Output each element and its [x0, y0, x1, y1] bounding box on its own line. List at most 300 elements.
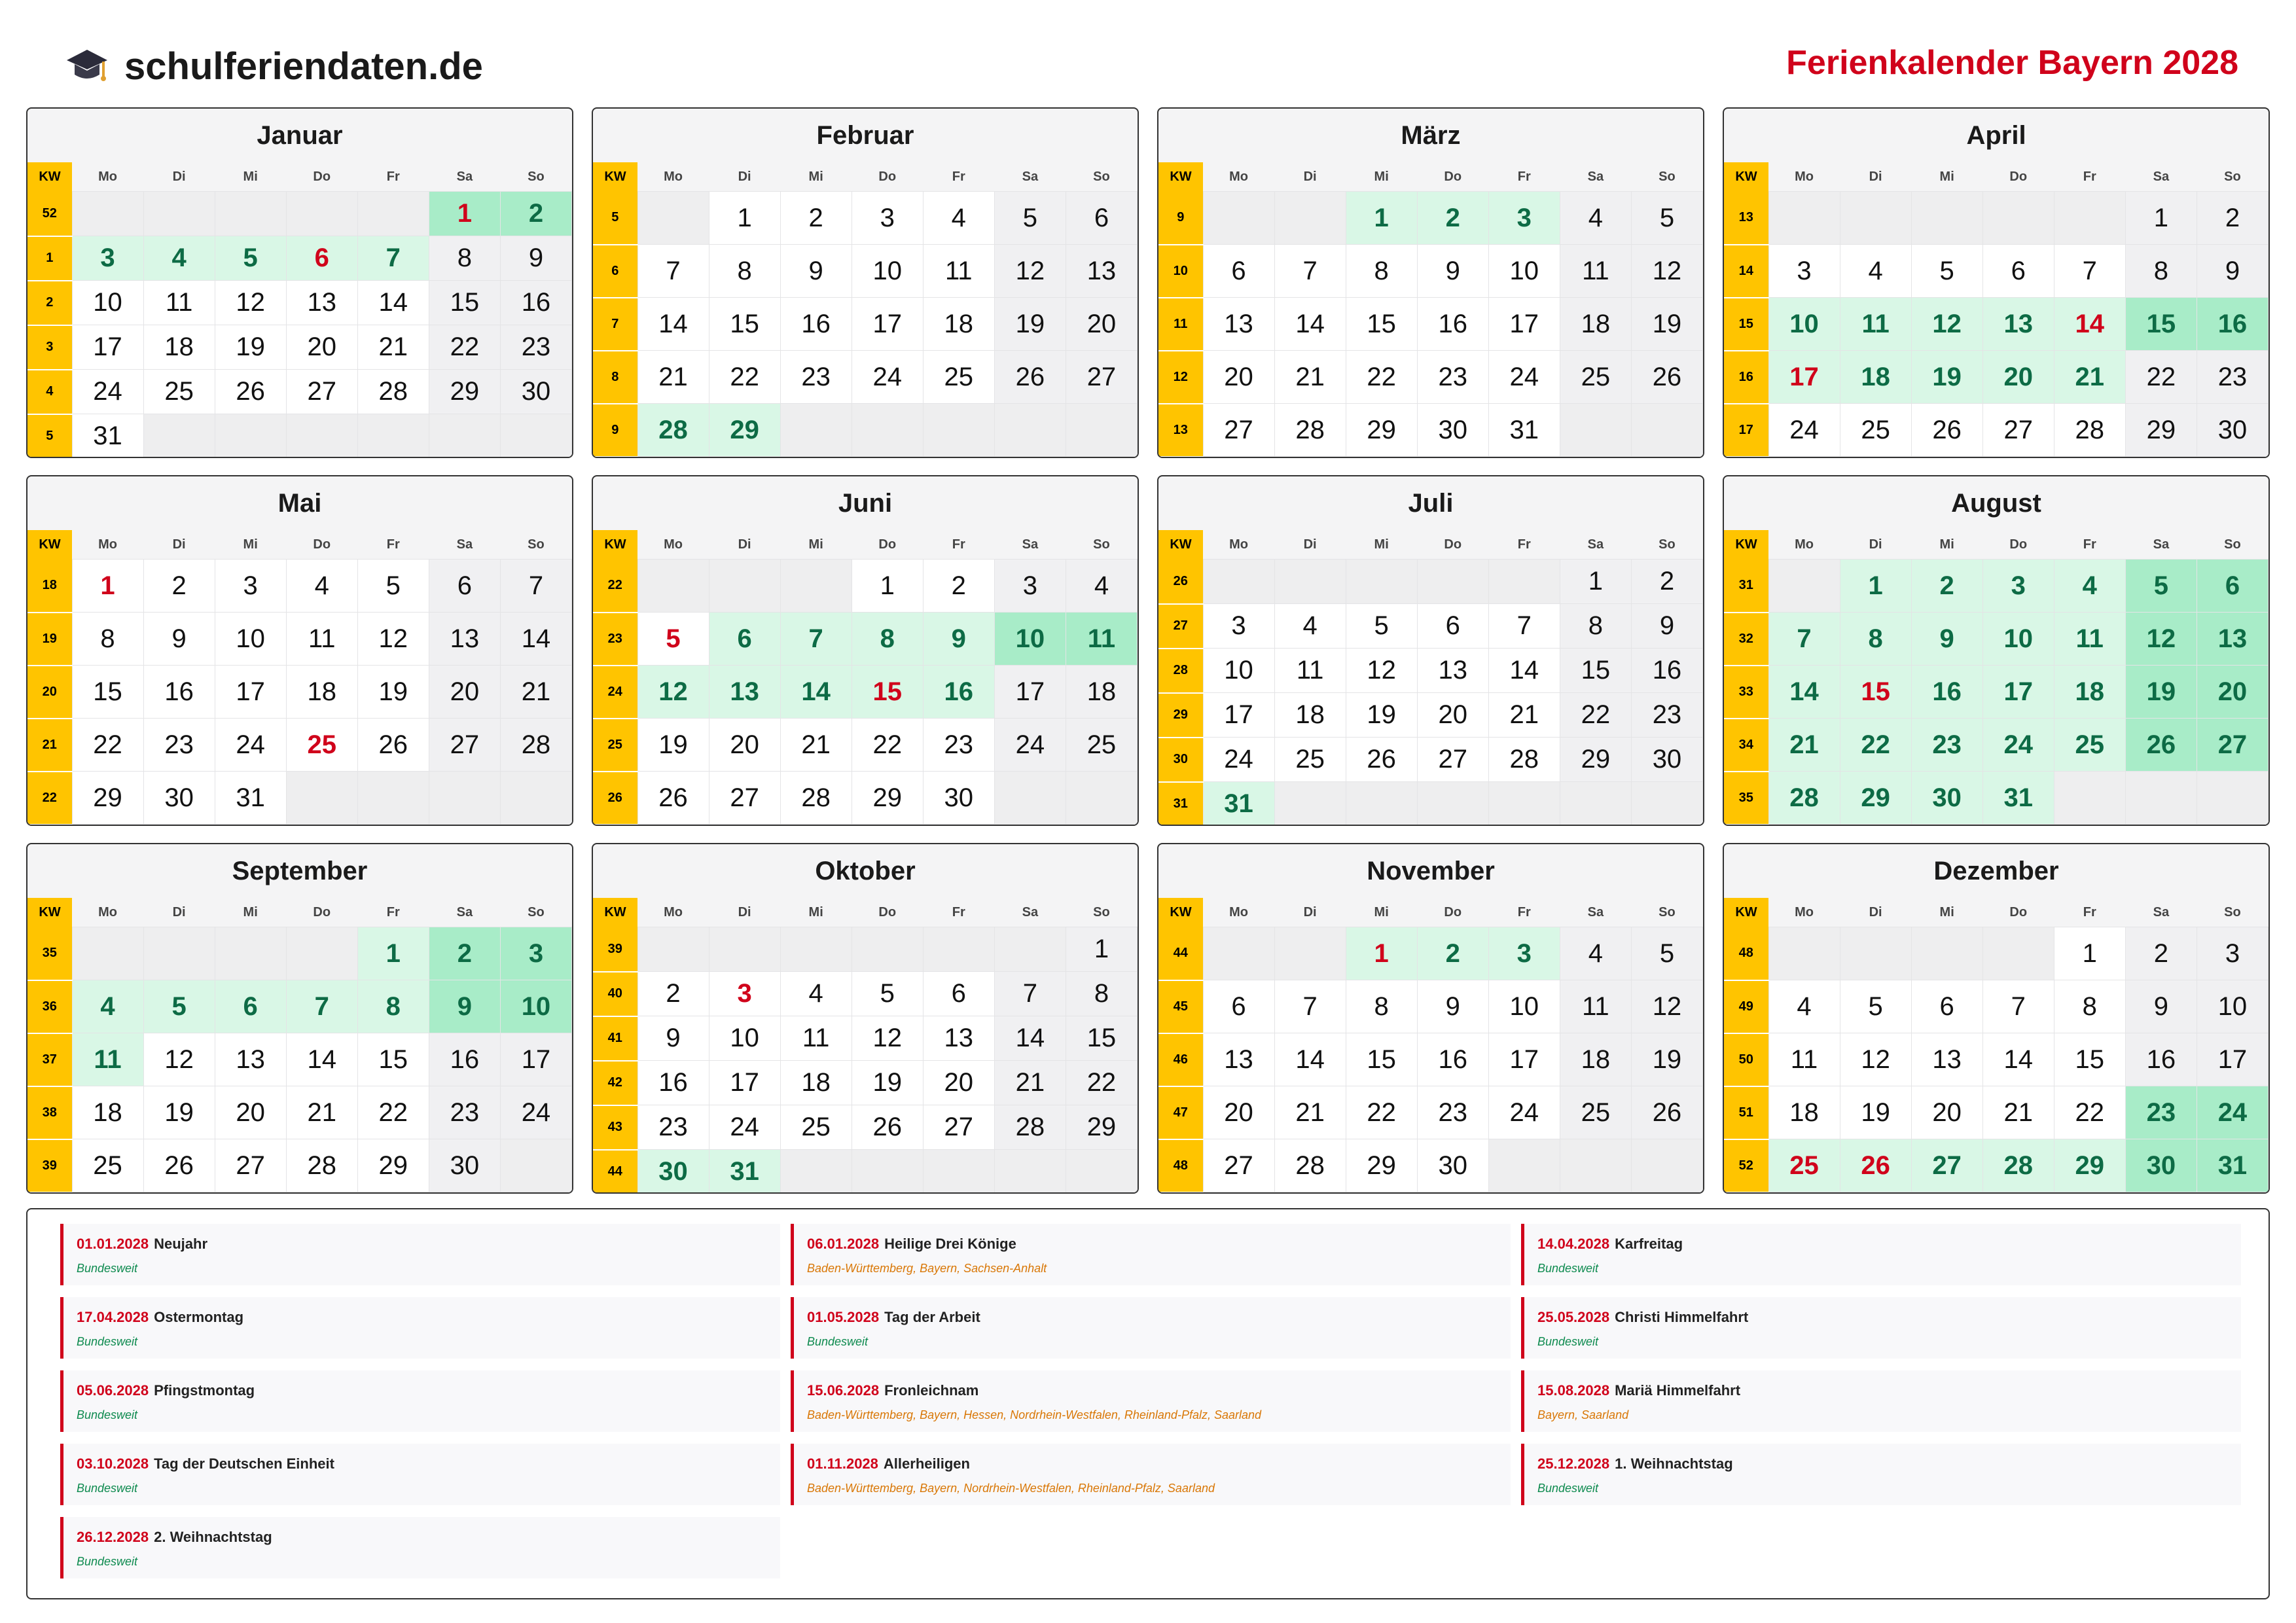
kw-header: KW [593, 530, 637, 560]
day-cell: 21 [780, 719, 852, 772]
holiday-legend-item [60, 1224, 780, 1285]
empty-day-cell [923, 404, 994, 457]
empty-day-cell [429, 772, 500, 825]
week-number: 28 [1158, 649, 1203, 693]
day-cell: 6 [1417, 604, 1488, 649]
weekday-header: Fr [357, 898, 429, 927]
empty-day-cell [637, 192, 709, 245]
day-cell: 19 [215, 325, 286, 370]
public-holiday-day-cell: 1 [72, 560, 143, 613]
week-number: 48 [1724, 927, 1768, 980]
holiday-legend-item [60, 1370, 780, 1432]
day-cell: 8 [1560, 604, 1631, 649]
day-cell: 16 [500, 281, 571, 325]
day-cell: 17 [709, 1061, 780, 1105]
school-holiday-day-cell: 23 [2125, 1086, 2197, 1139]
day-cell: 14 [1274, 298, 1346, 351]
day-cell: 26 [143, 1139, 215, 1192]
day-cell: 22 [429, 325, 500, 370]
holiday-legend-item [60, 1297, 780, 1359]
day-cell: 7 [1488, 604, 1560, 649]
kw-header: KW [27, 898, 72, 927]
weekday-header: Do [852, 162, 923, 192]
holiday-date: 03.10.2028 [77, 1455, 149, 1472]
day-cell: 8 [72, 613, 143, 666]
day-cell: 10 [709, 1016, 780, 1061]
day-cell: 21 [500, 666, 571, 719]
kw-header: KW [1158, 530, 1203, 560]
month-grid [27, 162, 572, 458]
day-cell: 12 [852, 1016, 923, 1061]
weekday-header: Mi [1346, 530, 1417, 560]
holiday-legend-item [1521, 1444, 2241, 1505]
day-cell: 30 [1417, 1139, 1488, 1192]
day-cell: 3 [215, 560, 286, 613]
day-cell: 26 [1346, 738, 1417, 782]
empty-day-cell [780, 1150, 852, 1194]
public-holiday-day-cell: 26 [1840, 1139, 1911, 1192]
weekday-header: Sa [1560, 898, 1631, 927]
empty-day-cell [215, 927, 286, 980]
holiday-date: 01.11.2028 [807, 1455, 878, 1472]
holiday-heading [1537, 1382, 2241, 1399]
week-number: 34 [1724, 719, 1768, 772]
empty-day-cell [1560, 404, 1631, 457]
month-title: April [1966, 121, 2026, 150]
holiday-scope: Baden-Württemberg, Bayern, Sachsen-Anhalt [807, 1262, 1047, 1275]
day-cell: 22 [2125, 351, 2197, 404]
weekday-header: Mo [637, 530, 709, 560]
day-cell: 11 [1274, 649, 1346, 693]
school-holiday-day-cell: 13 [709, 666, 780, 719]
empty-day-cell [709, 560, 780, 613]
weekday-header: So [500, 530, 571, 560]
school-holiday-day-cell: 26 [2125, 719, 2197, 772]
empty-day-cell [143, 414, 215, 459]
public-holiday-day-cell: 14 [2054, 298, 2125, 351]
weekday-header: Fr [357, 162, 429, 192]
week-number: 19 [27, 613, 72, 666]
day-cell: 20 [923, 1061, 994, 1105]
day-cell: 31 [215, 772, 286, 825]
week-number: 25 [593, 719, 637, 772]
weekday-header: Mo [1768, 162, 1840, 192]
day-cell: 1 [1066, 927, 1137, 972]
school-holiday-day-cell: 2 [1911, 560, 1982, 613]
page-title: Ferienkalender Bayern 2028 [1786, 44, 2238, 82]
week-number: 42 [593, 1061, 637, 1105]
school-holiday-day-cell: 20 [2197, 666, 2268, 719]
day-cell: 15 [2054, 1033, 2125, 1086]
weekday-header: Mo [1203, 162, 1274, 192]
day-cell: 29 [2125, 404, 2197, 457]
school-holiday-day-cell: 25 [2054, 719, 2125, 772]
day-cell: 29 [1346, 404, 1417, 457]
month-title: Juni [838, 489, 893, 518]
week-number: 11 [1158, 298, 1203, 351]
weekday-header: Mo [72, 162, 143, 192]
holiday-legend-item [791, 1224, 1511, 1285]
day-cell: 20 [1203, 351, 1274, 404]
weekday-header: So [2197, 898, 2268, 927]
day-cell: 25 [1274, 738, 1346, 782]
day-cell: 24 [500, 1086, 571, 1139]
day-cell: 25 [1066, 719, 1137, 772]
day-cell: 15 [357, 1033, 429, 1086]
week-number: 31 [1724, 560, 1768, 613]
day-cell: 29 [72, 772, 143, 825]
weekday-header: Di [709, 898, 780, 927]
day-cell: 27 [923, 1105, 994, 1150]
weekday-header: Do [1417, 530, 1488, 560]
page-header [65, 39, 2238, 92]
school-holiday-day-cell: 16 [923, 666, 994, 719]
day-cell: 30 [500, 370, 571, 414]
weekday-header: Fr [357, 530, 429, 560]
day-cell: 19 [1346, 693, 1417, 738]
site-logo[interactable] [65, 45, 483, 88]
day-cell: 26 [852, 1105, 923, 1150]
holiday-name: Fronleichnam [884, 1382, 979, 1399]
day-cell: 16 [143, 666, 215, 719]
day-cell: 25 [1560, 1086, 1631, 1139]
empty-day-cell [780, 404, 852, 457]
day-cell: 14 [357, 281, 429, 325]
day-cell: 11 [923, 245, 994, 298]
holiday-name: Tag der Deutschen Einheit [154, 1455, 334, 1472]
empty-day-cell [1560, 1139, 1631, 1192]
day-cell: 23 [780, 351, 852, 404]
month-grid [27, 530, 572, 825]
week-number: 21 [27, 719, 72, 772]
school-holiday-day-cell: 30 [1911, 772, 1982, 825]
school-holiday-day-cell: 18 [2054, 666, 2125, 719]
month-februar [592, 107, 1139, 458]
holiday-scope: Baden-Württemberg, Bayern, Hessen, Nordrhein-Westfalen, Rheinland-Pfalz, Saarland [807, 1408, 1262, 1421]
holiday-heading [77, 1382, 780, 1399]
day-cell: 2 [2197, 192, 2268, 245]
school-holiday-day-cell: 19 [1911, 351, 1982, 404]
week-number: 52 [1724, 1139, 1768, 1192]
week-number: 52 [27, 192, 72, 236]
day-cell: 22 [1066, 1061, 1137, 1105]
day-cell: 26 [994, 351, 1066, 404]
public-holiday-day-cell: 25 [286, 719, 357, 772]
day-cell: 7 [1982, 980, 2054, 1033]
day-cell: 16 [780, 298, 852, 351]
empty-day-cell [1631, 1139, 1702, 1192]
empty-day-cell [923, 927, 994, 972]
holiday-date: 25.05.2028 [1537, 1309, 1610, 1325]
holiday-name: Ostermontag [154, 1309, 244, 1325]
school-holiday-day-cell: 7 [780, 613, 852, 666]
day-cell: 4 [1768, 980, 1840, 1033]
public-holiday-day-cell: 15 [852, 666, 923, 719]
weekday-header: Mo [1203, 530, 1274, 560]
day-cell: 9 [1631, 604, 1702, 649]
weekday-header: Fr [2054, 898, 2125, 927]
day-cell: 24 [994, 719, 1066, 772]
holiday-date: 01.01.2028 [77, 1236, 149, 1252]
day-cell: 10 [1488, 245, 1560, 298]
day-cell: 9 [2125, 980, 2197, 1033]
weekday-header: Di [143, 162, 215, 192]
day-cell: 28 [1274, 404, 1346, 457]
day-cell: 2 [143, 560, 215, 613]
empty-day-cell [709, 927, 780, 972]
day-cell: 2 [923, 560, 994, 613]
school-holiday-day-cell: 14 [1768, 666, 1840, 719]
school-holiday-day-cell: 5 [2125, 560, 2197, 613]
day-cell: 13 [923, 1016, 994, 1061]
day-cell: 2 [780, 192, 852, 245]
weekday-header: Di [1840, 898, 1911, 927]
school-holiday-day-cell: 5 [215, 236, 286, 281]
month-title: Dezember [1933, 857, 2059, 885]
empty-day-cell [1417, 560, 1488, 604]
day-cell: 23 [1417, 1086, 1488, 1139]
empty-day-cell [1203, 927, 1274, 980]
empty-day-cell [1203, 560, 1274, 604]
holiday-date: 15.06.2028 [807, 1382, 880, 1399]
week-number: 26 [593, 772, 637, 825]
day-cell: 15 [709, 298, 780, 351]
empty-day-cell [1768, 927, 1840, 980]
day-cell: 4 [1840, 245, 1911, 298]
school-holiday-day-cell: 1 [1840, 560, 1911, 613]
school-holiday-day-cell: 31 [1203, 782, 1274, 827]
weekday-header: Sa [2125, 162, 2197, 192]
day-cell: 10 [72, 281, 143, 325]
school-holiday-day-cell: 4 [143, 236, 215, 281]
day-cell: 25 [143, 370, 215, 414]
day-cell: 13 [1203, 298, 1274, 351]
weekday-header: Di [143, 898, 215, 927]
day-cell: 9 [1417, 245, 1488, 298]
day-cell: 6 [1911, 980, 1982, 1033]
day-cell: 19 [357, 666, 429, 719]
empty-day-cell [286, 772, 357, 825]
holiday-legend-item [1521, 1370, 2241, 1432]
week-number: 39 [27, 1139, 72, 1192]
day-cell: 10 [2197, 980, 2268, 1033]
day-cell: 5 [1631, 192, 1702, 245]
day-cell: 22 [357, 1086, 429, 1139]
weekday-header: Mi [1911, 898, 1982, 927]
empty-day-cell [2054, 772, 2125, 825]
day-cell: 23 [143, 719, 215, 772]
week-number: 43 [593, 1105, 637, 1150]
month-juni [592, 475, 1139, 826]
weekday-header: Do [286, 898, 357, 927]
weekday-header: Fr [1488, 530, 1560, 560]
day-cell: 21 [1274, 1086, 1346, 1139]
empty-day-cell [1066, 772, 1137, 825]
empty-day-cell [923, 1150, 994, 1194]
empty-day-cell [994, 404, 1066, 457]
empty-day-cell [1631, 404, 1702, 457]
day-cell: 17 [1488, 1033, 1560, 1086]
day-cell: 15 [1066, 1016, 1137, 1061]
day-cell: 23 [637, 1105, 709, 1150]
day-cell: 25 [923, 351, 994, 404]
week-number: 5 [27, 414, 72, 459]
empty-day-cell [1488, 560, 1560, 604]
day-cell: 21 [1488, 693, 1560, 738]
kw-header: KW [1724, 530, 1768, 560]
empty-day-cell [500, 414, 571, 459]
day-cell: 25 [1840, 404, 1911, 457]
day-cell: 22 [72, 719, 143, 772]
day-cell: 11 [780, 1016, 852, 1061]
empty-day-cell [143, 192, 215, 236]
kw-header: KW [1158, 898, 1203, 927]
empty-day-cell [1346, 560, 1417, 604]
day-cell: 14 [1982, 1033, 2054, 1086]
day-cell: 1 [2125, 192, 2197, 245]
day-cell: 23 [429, 1086, 500, 1139]
empty-day-cell [1982, 192, 2054, 245]
day-cell: 12 [1840, 1033, 1911, 1086]
empty-day-cell [286, 414, 357, 459]
empty-day-cell [637, 927, 709, 972]
week-number: 26 [1158, 560, 1203, 604]
empty-day-cell [1911, 192, 1982, 245]
week-number: 9 [593, 404, 637, 457]
month-grid [1724, 162, 2269, 457]
day-cell: 17 [215, 666, 286, 719]
weekday-header: Do [286, 162, 357, 192]
day-cell: 18 [1066, 666, 1137, 719]
day-cell: 24 [1768, 404, 1840, 457]
day-cell: 16 [1631, 649, 1702, 693]
day-cell: 20 [286, 325, 357, 370]
weekday-header: So [500, 162, 571, 192]
week-number: 12 [1158, 351, 1203, 404]
school-holiday-day-cell: 2 [1417, 192, 1488, 245]
day-cell: 17 [500, 1033, 571, 1086]
weekday-header: So [1631, 162, 1702, 192]
kw-header: KW [593, 162, 637, 192]
kw-header: KW [1724, 898, 1768, 927]
day-cell: 22 [1346, 1086, 1417, 1139]
day-cell: 6 [1203, 980, 1274, 1033]
school-holiday-day-cell: 3 [1488, 927, 1560, 980]
day-cell: 22 [2054, 1086, 2125, 1139]
week-number: 48 [1158, 1139, 1203, 1192]
holiday-name: Mariä Himmelfahrt [1615, 1382, 1741, 1399]
week-number: 32 [1724, 613, 1768, 666]
day-cell: 13 [1066, 245, 1137, 298]
day-cell: 22 [709, 351, 780, 404]
week-number: 27 [1158, 604, 1203, 649]
day-cell: 7 [1274, 245, 1346, 298]
school-holiday-day-cell: 8 [357, 980, 429, 1033]
day-cell: 17 [1488, 298, 1560, 351]
week-number: 45 [1158, 980, 1203, 1033]
kw-header: KW [27, 162, 72, 192]
holiday-name: Tag der Arbeit [884, 1309, 980, 1325]
day-cell: 13 [429, 613, 500, 666]
day-cell: 8 [429, 236, 500, 281]
school-holiday-day-cell: 2 [1417, 927, 1488, 980]
day-cell: 12 [357, 613, 429, 666]
day-cell: 30 [429, 1139, 500, 1192]
day-cell: 14 [1274, 1033, 1346, 1086]
holiday-date: 01.05.2028 [807, 1309, 880, 1325]
day-cell: 1 [709, 192, 780, 245]
day-cell: 13 [1417, 649, 1488, 693]
empty-day-cell [852, 1150, 923, 1194]
day-cell: 5 [1346, 604, 1417, 649]
site-name: schulferiendaten.de [124, 45, 483, 88]
day-cell: 22 [1346, 351, 1417, 404]
weekday-header: Fr [1488, 898, 1560, 927]
day-cell: 21 [286, 1086, 357, 1139]
school-holiday-day-cell: 29 [1840, 772, 1911, 825]
public-holiday-day-cell: 25 [1768, 1139, 1840, 1192]
day-cell: 16 [637, 1061, 709, 1105]
day-cell: 30 [2197, 404, 2268, 457]
weekday-header: So [1066, 162, 1137, 192]
empty-day-cell [1274, 927, 1346, 980]
month-januar [26, 107, 573, 458]
holiday-scope: Bundesweit [77, 1335, 138, 1348]
weekday-header: Mo [72, 530, 143, 560]
weekday-header: Sa [429, 898, 500, 927]
empty-day-cell [2125, 772, 2197, 825]
month-title: August [1951, 489, 2041, 518]
school-holiday-day-cell: 4 [2054, 560, 2125, 613]
week-number: 3 [27, 325, 72, 370]
holiday-heading [1537, 1455, 2241, 1472]
day-cell: 7 [994, 972, 1066, 1016]
school-holiday-day-cell: 6 [2197, 560, 2268, 613]
day-cell: 13 [1911, 1033, 1982, 1086]
day-cell: 7 [500, 560, 571, 613]
empty-day-cell [1768, 192, 1840, 245]
day-cell: 9 [500, 236, 571, 281]
day-cell: 19 [143, 1086, 215, 1139]
empty-day-cell [994, 927, 1066, 972]
holiday-legend-item [791, 1370, 1511, 1432]
empty-day-cell [994, 1150, 1066, 1194]
empty-day-cell [2054, 192, 2125, 245]
weekday-header: Sa [994, 898, 1066, 927]
week-number: 51 [1724, 1086, 1768, 1139]
empty-day-cell [1066, 1150, 1137, 1194]
day-cell: 15 [1346, 298, 1417, 351]
school-holiday-day-cell: 27 [1911, 1139, 1982, 1192]
school-holiday-day-cell: 9 [923, 613, 994, 666]
day-cell: 3 [2197, 927, 2268, 980]
week-number: 35 [1724, 772, 1768, 825]
day-cell: 7 [2054, 245, 2125, 298]
empty-day-cell [357, 192, 429, 236]
school-holiday-day-cell: 11 [2054, 613, 2125, 666]
empty-day-cell [1631, 782, 1702, 827]
holiday-date: 25.12.2028 [1537, 1455, 1610, 1472]
day-cell: 23 [923, 719, 994, 772]
holiday-heading [807, 1382, 1511, 1399]
school-holiday-day-cell: 14 [780, 666, 852, 719]
weekday-header: Fr [923, 162, 994, 192]
day-cell: 17 [2197, 1033, 2268, 1086]
weekday-header: Fr [1488, 162, 1560, 192]
day-cell: 12 [1631, 245, 1702, 298]
week-number: 8 [593, 351, 637, 404]
school-holiday-day-cell: 11 [72, 1033, 143, 1086]
